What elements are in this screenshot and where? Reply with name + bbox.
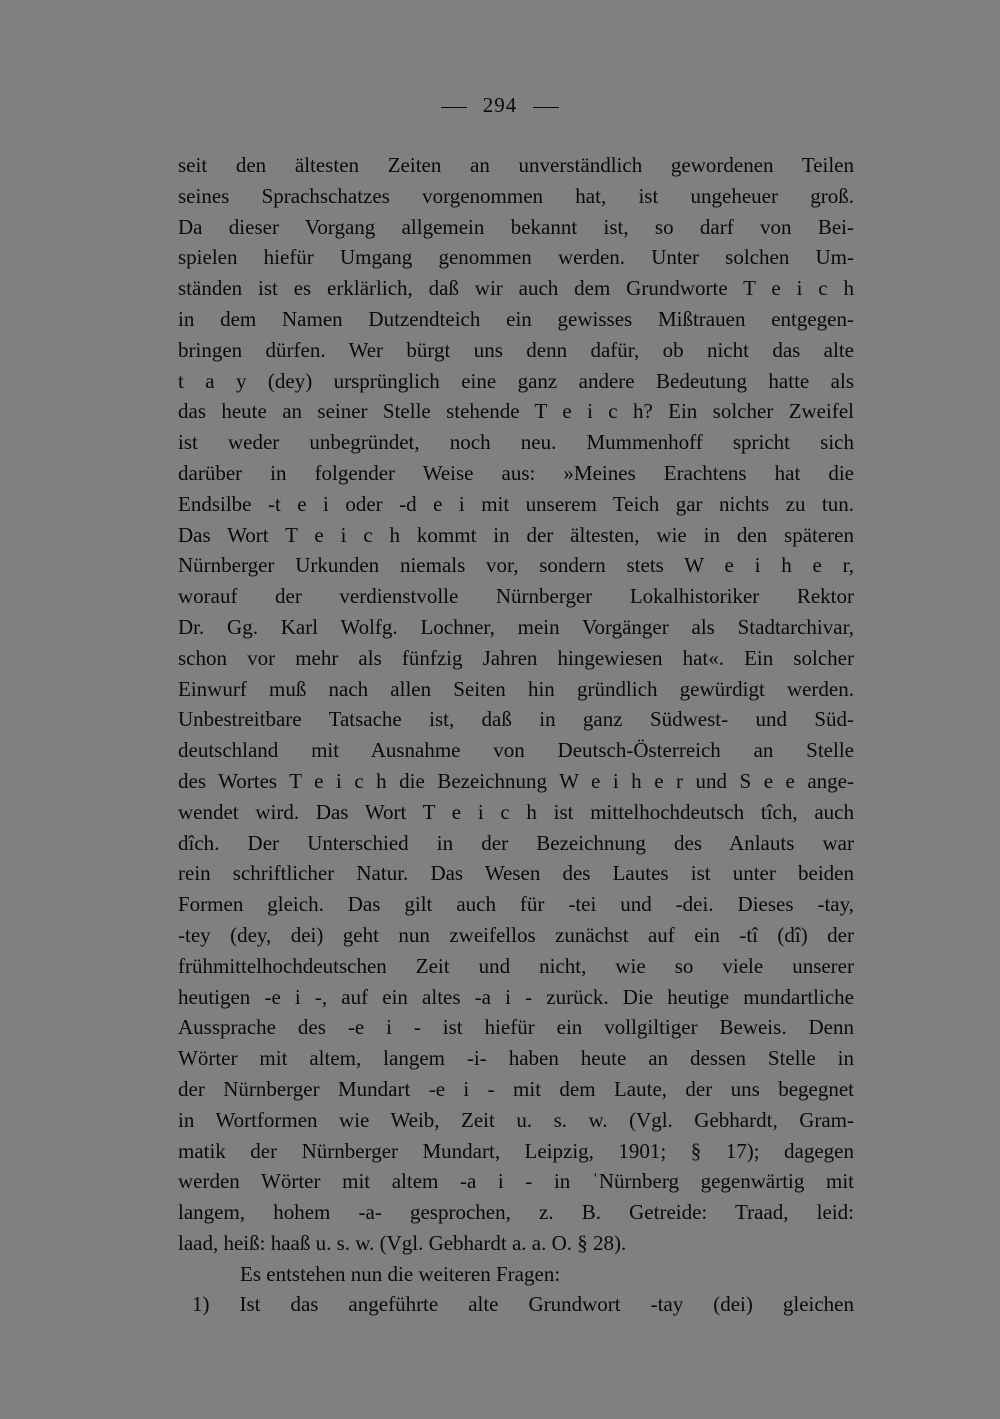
- text-line: ständen ist es erklärlich, daß wir auch dem Grundworte T e i c h: [178, 276, 854, 301]
- text-line-indented: Es entstehen nun die weiteren Fragen:: [240, 1261, 561, 1286]
- text-line: das heute an seiner Stelle stehende T e i c h? Ein solcher Zweifel: [178, 399, 854, 424]
- text-line: rein schriftlicher Natur. Das Wesen des Lautes ist unter beiden: [178, 861, 854, 886]
- text-line: der Nürnberger Mundart -e i - mit dem Laute, der uns begegnet: [178, 1076, 854, 1101]
- text-line: Endsilbe -t e i oder -d e i mit unserem Teich gar nichts zu tun.: [178, 491, 854, 516]
- text-line: seit den ältesten Zeiten an unverständlich gewordenen Teilen: [178, 153, 854, 177]
- text-line: Das Wort T e i c h kommt in der ältesten, wie in den späteren: [178, 522, 854, 547]
- text-line: ist weder unbegründet, noch neu. Mummenhoff spricht sich: [178, 430, 854, 455]
- text-line: Unbestreitbare Tatsache ist, daß in ganz Südwest- und Süd-: [178, 707, 854, 732]
- text-line: seines Sprachschatzes vorgenommen hat, ist ungeheuer groß.: [178, 183, 854, 208]
- text-line: dîch. Der Unterschied in der Bezeichnung des Anlauts war: [178, 830, 854, 855]
- text-line: werden Wörter mit altem -a i - in ˈNürnberg gegenwärtig mit: [178, 1169, 854, 1194]
- text-line: in dem Namen Dutzendteich ein gewisses Mißtrauen entgegen-: [178, 306, 854, 331]
- page-number-dash-left: [441, 107, 467, 108]
- text-line: Nürnberger Urkunden niemals vor, sondern stets W e i h e r,: [178, 553, 854, 578]
- text-line: bringen dürfen. Wer bürgt uns denn dafür, ob nicht das alte: [178, 337, 854, 362]
- text-line: Da dieser Vorgang allgemein bekannt ist, so darf von Bei-: [178, 214, 854, 239]
- text-line: Dr. Gg. Karl Wolfg. Lochner, mein Vorgänger als Stadtarchivar,: [178, 614, 854, 639]
- text-line: des Wortes T e i c h die Bezeichnung W e i h e r und S e e ange-: [178, 768, 854, 793]
- text-line: wendet wird. Das Wort T e i c h ist mittelhochdeutsch tîch, auch: [178, 799, 854, 824]
- text-line: Formen gleich. Das gilt auch für -tei und -dei. Dieses -tay,: [178, 892, 854, 917]
- body-text: [178, 150, 854, 1320]
- page-number: [0, 93, 1000, 118]
- text-line: schon vor mehr als fünfzig Jahren hingewiesen hat«. Ein solcher: [178, 645, 854, 670]
- text-line-paragraph-end: laad, heiß: haaß u. s. w. (Vgl. Gebhardt a. a. O. § 28).: [178, 1230, 627, 1255]
- text-line: Aussprache des -e i - ist hiefür ein vollgiltiger Beweis. Denn: [178, 1015, 854, 1040]
- page-number-text: 294: [482, 93, 518, 117]
- text-line: spielen hiefür Umgang genommen werden. Unter solchen Um-: [178, 245, 854, 270]
- text-line: matik der Nürnberger Mundart, Leipzig, 1901; § 17); dagegen: [178, 1138, 854, 1163]
- text-line: in Wortformen wie Weib, Zeit u. s. w. (Vgl. Gebhardt, Gram-: [178, 1107, 854, 1132]
- page-number-dash-right: [533, 107, 559, 108]
- text-line: heutigen -e i -, auf ein altes -a i - zurück. Die heutige mundartliche: [178, 984, 854, 1009]
- text-line-numbered-item: 1) Ist das angeführte alte Grundwort -tay (dei) gleichen: [192, 1292, 854, 1317]
- text-line: darüber in folgender Weise aus: »Meines Erachtens hat die: [178, 460, 854, 485]
- text-line: t a y (dey) ursprünglich eine ganz andere Bedeutung hatte als: [178, 368, 854, 393]
- text-line: -tey (dey, dei) geht nun zweifellos zunächst auf ein -tî (dî) der: [178, 922, 854, 947]
- text-line: langem, hohem -a- gesprochen, z. B. Getreide: Traad, leid:: [178, 1200, 854, 1225]
- text-line: frühmittelhochdeutschen Zeit und nicht, wie so viele unserer: [178, 953, 854, 978]
- text-line: worauf der verdienstvolle Nürnberger Lokalhistoriker Rektor: [178, 584, 854, 609]
- text-line: Wörter mit altem, langem -i- haben heute an dessen Stelle in: [178, 1046, 854, 1071]
- text-line: Einwurf muß nach allen Seiten hin gründlich gewürdigt werden.: [178, 676, 854, 701]
- text-line: deutschland mit Ausnahme von Deutsch-Österreich an Stelle: [178, 738, 854, 763]
